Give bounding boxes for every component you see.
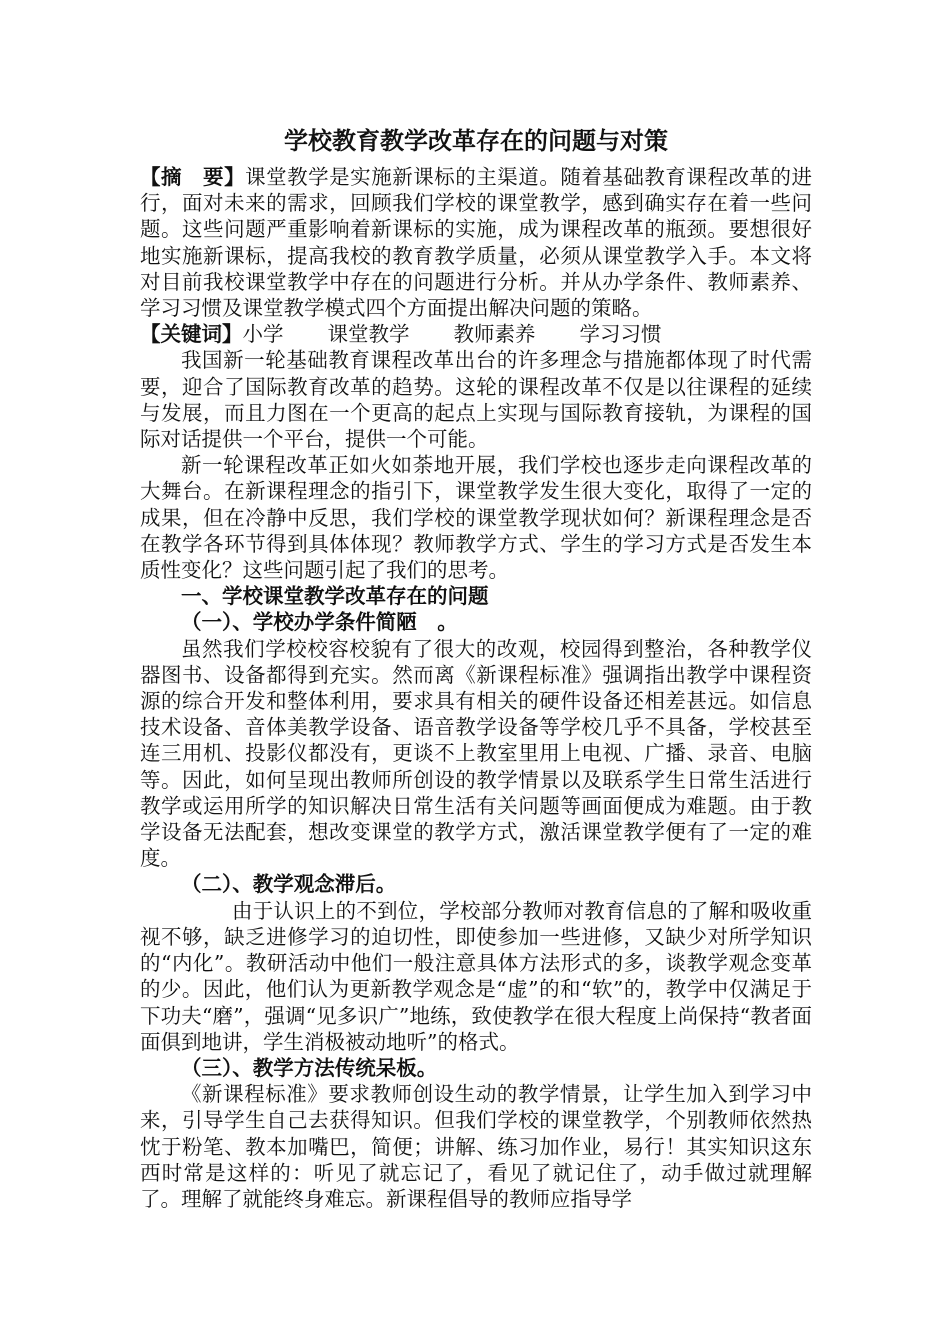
document-page (140, 126, 812, 1212)
intro-paragraph-1: 我国新一轮基础教育课程改革出台的许多理念与措施都体现了时代需要，迎合了国际教育改革的趋势。这轮的课程改革不仅是以往课程的延续与发展，而且力图在一个更高的起点上实现与国际教育接轨，为课程的国际对话提供一个平台，提供一个可能。 (140, 348, 812, 452)
document-title: 学校教育教学改革存在的问题与对策 (284, 126, 668, 155)
subsection-1-paragraph: 虽然我们学校校容校貌有了很大的改观，校园得到整治，各种教学仪器图书、设备都得到充实。然而离《新课程标准》强调指出教学中课程资源的综合开发和整体利用，要求具有相关的硬件设备还相差甚远。如信息技术设备、音体美教学设备、语音教学设备等学校几乎不具备，学校甚至连三用机、投影仪都没有，更谈不上教室里用上电视、广播、录音、电脑等。因此，如何呈现出教师所创设的教学情景以及联系学生日常生活进行教学或运用所学的知识解决日常生活有关问题等画面便成为难题。由于教学设备无法配套，想改变课堂的教学方式，激活课堂教学便有了一定的难度。 (140, 636, 812, 871)
keyword-item: 课堂教学 (327, 322, 410, 347)
abstract-label: 【摘 要】 (140, 165, 246, 189)
subsection-heading-3: （三）、教学方法传统呆板。 (181, 1055, 438, 1080)
keyword-item: 小学 (242, 322, 284, 347)
intro-paragraph-2: 新一轮课程改革正如火如荼地开展，我们学校也逐步走向课程改革的大舞台。在新课程理念的指引下，课堂教学发生很大变化，取得了一定的成果，但在冷静中反思，我们学校的课堂教学现状如何？新课程理念是否在教学各环节得到具体体现？教师教学方式、学生的学习方式是否发生本质性变化？这些问题引起了我们的思考。 (140, 453, 812, 583)
subsection-heading-1: （一）、学校办学条件简陋 。 (181, 610, 458, 635)
section-heading-1: 一、学校课堂教学改革存在的问题 (181, 584, 489, 609)
keywords-paragraph (140, 321, 812, 347)
keyword-item: 教师素养 (453, 322, 536, 347)
subsection-heading-2: （二）、教学观念滞后。 (181, 872, 397, 897)
keywords-label: 【关键词】 (140, 322, 243, 347)
abstract-text: 课堂教学是实施新课标的主渠道。随着基础教育课程改革的进行，面对未来的需求，回顾我们学校的课堂教学，感到确实存在着一些问题。这些问题严重影响着新课标的实施，成为课程改革的瓶颈。要想很好地实施新课标，提高我校的教育教学质量，必须从课堂教学入手。本文将对目前我校课堂教学中存在的问题进行分析。并从办学条件、教师素养、学习习惯及课堂教学模式四个方面提出解决问题的策略。 (140, 165, 813, 321)
keyword-item: 学习习惯 (579, 322, 662, 347)
subsection-3-paragraph: 《新课程标准》要求教师创设生动的教学情景，让学生加入到学习中来，引导学生自己去获得知识。但我们学校的课堂教学，个别教师依然热忱于粉笔、教本加嘴巴，简便；讲解、练习加作业，易行！其实知识这东西时常是这样的：听见了就忘记了，看见了就记住了，动手做过就理解了。理解了就能终身难忘。新课程倡导的教师应指导学 (140, 1082, 812, 1211)
subsection-2-paragraph: 由于认识上的不到位，学校部分教师对教育信息的了解和吸收重视不够，缺乏进修学习的迫切性，即使参加一些进修，又缺少对所学知识的“内化”。教研活动中他们一般注意具体方法形式的多，谈教学观念变革的少。因此，他们认为更新教学观念是“虚”的和“软”的，教学中仅满足于下功夫“磨”，强调“见多识广”地练，致使教学在很大程度上尚保持“教者面面俱到地讲，学生消极被动地听”的格式。 (140, 898, 812, 1054)
abstract-paragraph (140, 164, 812, 321)
